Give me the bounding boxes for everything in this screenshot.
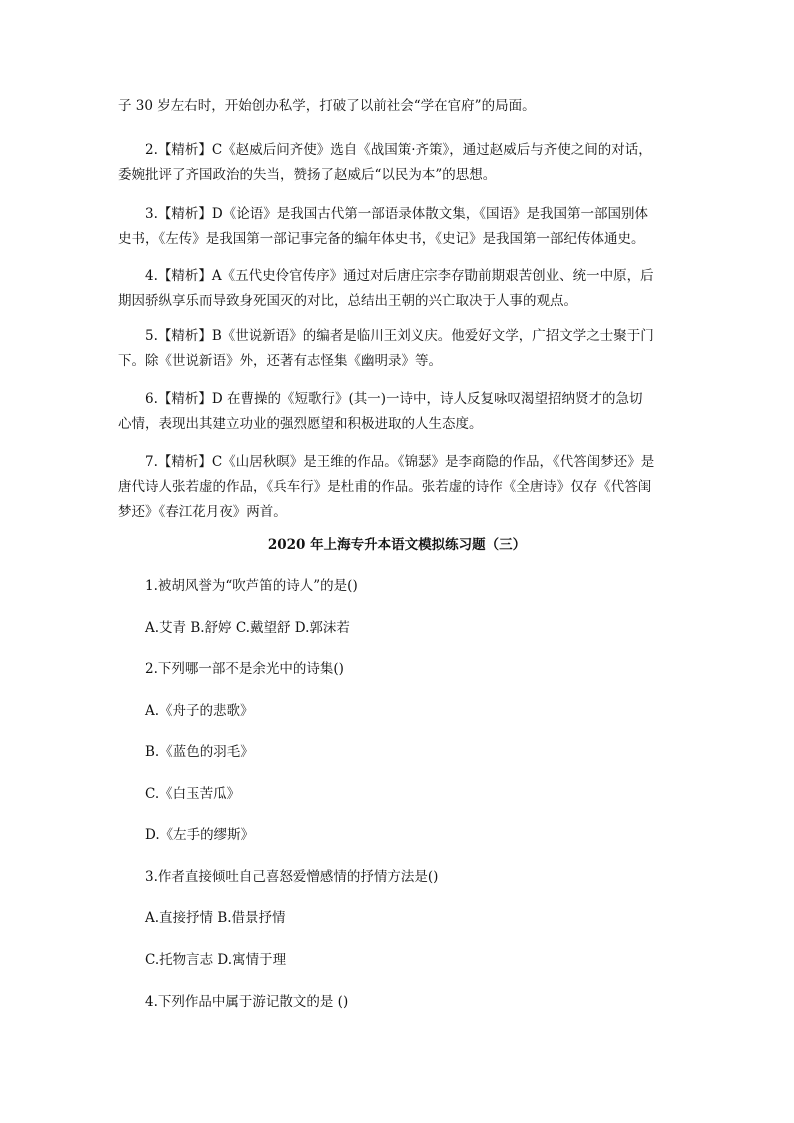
text-line: 委婉批评了齐国政治的失当，赞扬了赵威后“以民为本”的思想。 bbox=[118, 167, 497, 183]
question-line: 3.作者直接倾吐自己喜怒爱憎感情的抒情方法是() bbox=[118, 869, 439, 885]
question-line: 2.下列哪一部不是余光中的诗集() bbox=[118, 661, 344, 677]
question-line: A.艾青 B.舒婷 C.戴望舒 D.郭沫若 bbox=[118, 620, 350, 636]
answer-7 bbox=[118, 450, 678, 525]
answer-3 bbox=[118, 202, 678, 252]
answer-4 bbox=[118, 264, 678, 314]
previous-answer-tail bbox=[118, 94, 678, 119]
question-line: 1.被胡风誉为“吹芦笛的诗人”的是() bbox=[118, 578, 358, 594]
text-line: 心情，表现出其建立功业的强烈愿望和积极进取的人生态度。 bbox=[118, 416, 483, 432]
text-line: 6.【精析】D 在曹操的《短歌行》(其一)一诗中，诗人反复咏叹渴望招纳贤才的急切 bbox=[118, 391, 643, 407]
section-title: 2020 年上海专升本语文模拟练习题（三） bbox=[267, 537, 527, 553]
text-line: 期因骄纵享乐而导致身死国灭的对比，总结出王朝的兴亡取决于人事的观点。 bbox=[118, 293, 577, 309]
answer-6 bbox=[118, 387, 678, 437]
question-line: C.托物言志 D.寓情于理 bbox=[118, 952, 287, 968]
question-line: B.《蓝色的羽毛》 bbox=[118, 744, 254, 760]
text-line: 梦还》《春江花月夜》两首。 bbox=[118, 504, 287, 520]
question-line: A.《舟子的悲歌》 bbox=[118, 703, 254, 719]
question-line: A.直接抒情 B.借景抒情 bbox=[118, 910, 286, 926]
text-line: 5.【精析】B《世说新语》的编者是临川王刘义庆。他爱好文学，广招文学之士聚于门 bbox=[118, 328, 654, 344]
text-line: 3.【精析】D《论语》是我国古代第一部语录体散文集，《国语》是我国第一部国别体 bbox=[118, 206, 648, 222]
text-line: 2.【精析】C《赵威后问齐使》选自《战国策·齐策》，通过赵威后与齐使之间的对话， bbox=[118, 142, 652, 158]
question-line: D.《左手的缪斯》 bbox=[118, 827, 255, 843]
answer-2 bbox=[118, 138, 678, 188]
answer-5 bbox=[118, 324, 678, 374]
text-line: 7.【精析】C《山居秋暝》是王维的作品。《锦瑟》是李商隐的作品，《代答闺梦还》是 bbox=[118, 454, 655, 470]
text-line: 下。除《世说新语》外，还著有志怪集《幽明录》等。 bbox=[118, 353, 442, 369]
question-line: 4.下列作品中属于游记散文的是 () bbox=[118, 994, 349, 1010]
question-line: C.《白玉苦瓜》 bbox=[118, 786, 241, 802]
text-line: 唐代诗人张若虚的作品，《兵车行》是杜甫的作品。张若虚的诗作《全唐诗》仅存《代答闺 bbox=[118, 479, 652, 495]
text-line: 子 30 岁左右时，开始创办私学，打破了以前社会“学在官府”的局面。 bbox=[118, 98, 536, 114]
text-line: 史书，《左传》是我国第一部记事完备的编年体史书，《史记》是我国第一部纪传体通史。 bbox=[118, 231, 645, 247]
text-line: 4.【精析】A《五代史伶官传序》通过对后唐庄宗李存勖前期艰苦创业、统一中原，后 bbox=[118, 268, 654, 284]
